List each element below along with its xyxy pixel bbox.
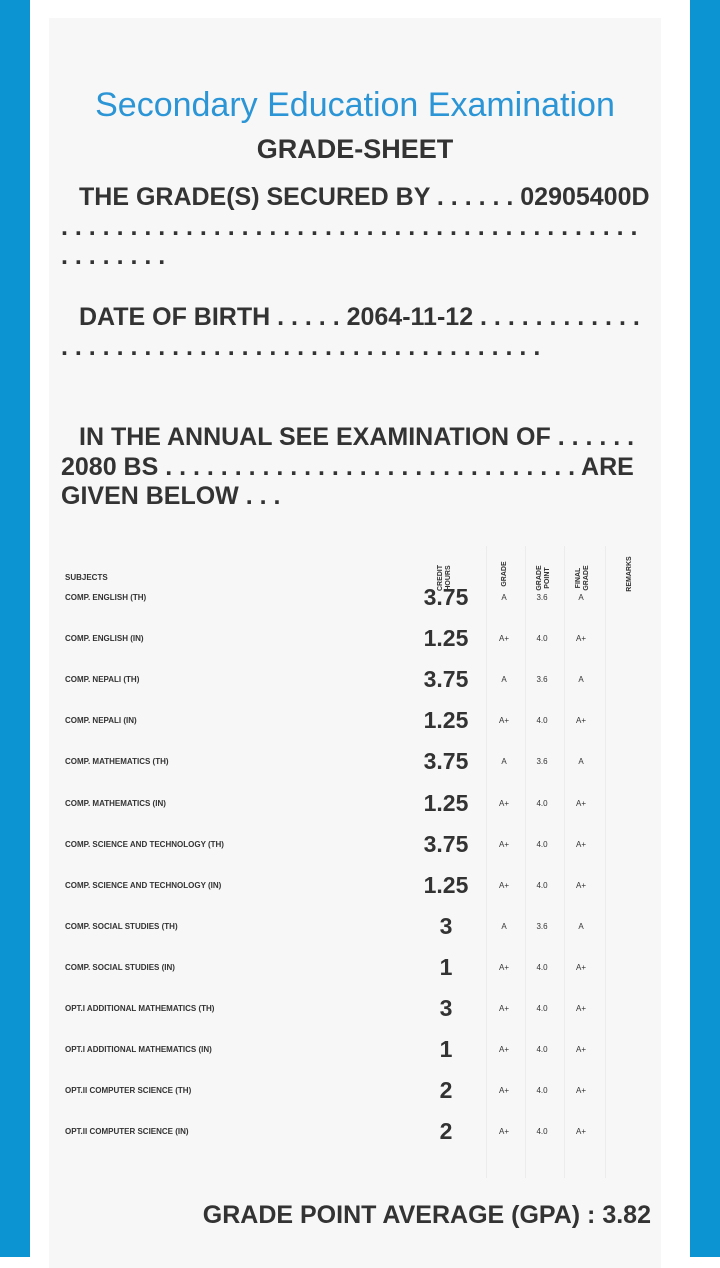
- credit-hours-cell: 3.75: [423, 584, 469, 610]
- subject-cell: OPT.II COMPUTER SCIENCE (IN): [65, 1127, 189, 1137]
- final-grade-cell: A+: [575, 634, 586, 644]
- table-row: [61, 1029, 651, 1070]
- credit-hours-cell: 1.25: [423, 707, 469, 734]
- grade-cell: A+: [498, 1127, 509, 1137]
- dob-line: DATE OF BIRTH . . . . . 2064-11-12 . . . . . . . . . . . . . . . . . . . . . . . . . . . . . . . . . . . . . . . . . . . . . . .: [61, 303, 640, 361]
- table-row: [61, 906, 651, 947]
- final-grade-cell: A: [578, 757, 584, 767]
- subject-cell: COMP. SCIENCE AND TECHNOLOGY (IN): [65, 880, 222, 890]
- grade-cell: A: [501, 593, 507, 602]
- credit-hours-cell: 3: [439, 912, 453, 939]
- table-row: [61, 865, 651, 906]
- table-row: [61, 783, 651, 824]
- subject-cell: COMP. ENGLISH (TH): [65, 593, 147, 602]
- grade-point-cell: 4.0: [536, 1127, 548, 1137]
- subject-cell: COMP. SOCIAL STUDIES (IN): [65, 962, 175, 972]
- left-side-bar: [0, 0, 30, 1257]
- grade-point-cell: 4.0: [536, 880, 548, 890]
- grade-cell: A: [501, 757, 507, 767]
- subject-cell: COMP. SOCIAL STUDIES (TH): [65, 921, 178, 931]
- grade-cell: A+: [498, 798, 509, 808]
- final-grade-cell: A+: [575, 1086, 586, 1096]
- grade-point-cell: 4.0: [536, 839, 548, 849]
- secured-by-line: THE GRADE(S) SECURED BY . . . . . . 02905400D . . . . . . . . . . . . . . . . . . . . . . . . . . . . . . . . . . . . . . . . . . . . . . . . . .: [61, 183, 650, 270]
- table-row: [61, 947, 651, 988]
- table-row: [61, 618, 651, 659]
- table-row: [61, 700, 651, 741]
- grade-cell: A: [501, 921, 507, 931]
- grade-sheet-card: [49, 18, 661, 1268]
- gpa-summary: GRADE POINT AVERAGE (GPA) : 3.82: [202, 1201, 651, 1229]
- final-grade-cell: A+: [575, 962, 586, 972]
- header-credit-hours: CREDIT HOURS: [437, 564, 452, 592]
- credit-hours-cell: 2: [439, 1118, 453, 1145]
- subject-cell: OPT.I ADDITIONAL MATHEMATICS (TH): [65, 1004, 215, 1013]
- final-grade-cell: A+: [575, 839, 586, 849]
- table-row: [61, 1111, 651, 1152]
- header-remarks: REMARKS: [626, 556, 633, 592]
- subject-cell: COMP. MATHEMATICS (TH): [65, 757, 169, 767]
- exam-line: IN THE ANNUAL SEE EXAMINATION OF . . . . . . 2080 BS . . . . . . . . . . . . . . . . . . . . . . . . . . . . . . ARE GIVEN BELOW . . .: [61, 423, 635, 510]
- subject-cell: OPT.II COMPUTER SCIENCE (TH): [65, 1086, 192, 1096]
- credit-hours-cell: 1.25: [423, 625, 469, 652]
- right-side-bar: [690, 0, 720, 1257]
- grade-cell: A: [501, 675, 507, 685]
- credit-hours-cell: 1.25: [423, 789, 469, 816]
- credit-hours-cell: 3: [439, 995, 453, 1021]
- grade-point-cell: 3.6: [536, 675, 548, 685]
- grade-point-cell: 3.6: [536, 757, 548, 767]
- table-row: [61, 659, 651, 700]
- table-row: [61, 577, 651, 618]
- final-grade-cell: A+: [575, 798, 586, 808]
- grade-point-cell: 3.6: [536, 921, 548, 931]
- final-grade-cell: A: [578, 675, 584, 685]
- grade-point-cell: 4.0: [536, 1086, 548, 1096]
- credit-hours-cell: 3.75: [423, 830, 469, 857]
- grade-point-cell: 4.0: [536, 1004, 548, 1013]
- header-subjects: SUBJECTS: [65, 573, 108, 582]
- header-final-grade: FINAL GRADE: [575, 565, 590, 591]
- page-subtitle: GRADE-SHEET: [256, 134, 454, 164]
- grade-point-cell: 4.0: [536, 962, 548, 972]
- table-row: [61, 741, 651, 782]
- subject-cell: COMP. SCIENCE AND TECHNOLOGY (TH): [65, 839, 224, 849]
- credit-hours-cell: 1: [439, 1036, 453, 1063]
- final-grade-cell: A+: [575, 880, 586, 890]
- credit-hours-cell: 1: [439, 953, 453, 980]
- subject-cell: COMP. NEPALI (IN): [65, 716, 137, 726]
- grade-cell: A+: [498, 634, 509, 644]
- credit-hours-cell: 3.75: [423, 666, 469, 693]
- subject-cell: COMP. ENGLISH (IN): [65, 634, 144, 644]
- grade-cell: A+: [498, 1045, 509, 1055]
- grade-point-cell: 3.6: [536, 593, 548, 602]
- grade-cell: A+: [498, 839, 509, 849]
- grade-point-cell: 4.0: [536, 716, 548, 726]
- table-row: [61, 1070, 651, 1111]
- grade-point-cell: 4.0: [536, 634, 548, 644]
- credit-hours-cell: 3.75: [423, 748, 469, 775]
- final-grade-cell: A+: [575, 1045, 586, 1055]
- credit-hours-cell: 1.25: [423, 871, 469, 898]
- header-grade: GRADE: [501, 561, 508, 587]
- subject-cell: OPT.I ADDITIONAL MATHEMATICS (IN): [65, 1045, 212, 1055]
- final-grade-cell: A+: [575, 1127, 586, 1137]
- final-grade-cell: A: [578, 593, 584, 602]
- grade-cell: A+: [498, 1004, 509, 1013]
- header-grade-point: GRADE POINT: [536, 565, 551, 591]
- final-grade-cell: A+: [575, 716, 586, 726]
- grade-cell: A+: [498, 880, 509, 890]
- grade-point-cell: 4.0: [536, 798, 548, 808]
- subject-cell: COMP. MATHEMATICS (IN): [65, 798, 166, 808]
- page-title: Secondary Education Examination: [95, 86, 615, 124]
- grade-point-cell: 4.0: [536, 1045, 548, 1055]
- grade-cell: A+: [498, 1086, 509, 1096]
- credit-hours-cell: 2: [439, 1077, 453, 1104]
- table-row: [61, 988, 651, 1029]
- subject-cell: COMP. NEPALI (TH): [65, 675, 140, 685]
- final-grade-cell: A: [578, 921, 584, 931]
- grade-cell: A+: [498, 962, 509, 972]
- table-row: [61, 824, 651, 865]
- grade-cell: A+: [498, 716, 509, 726]
- final-grade-cell: A+: [575, 1004, 586, 1013]
